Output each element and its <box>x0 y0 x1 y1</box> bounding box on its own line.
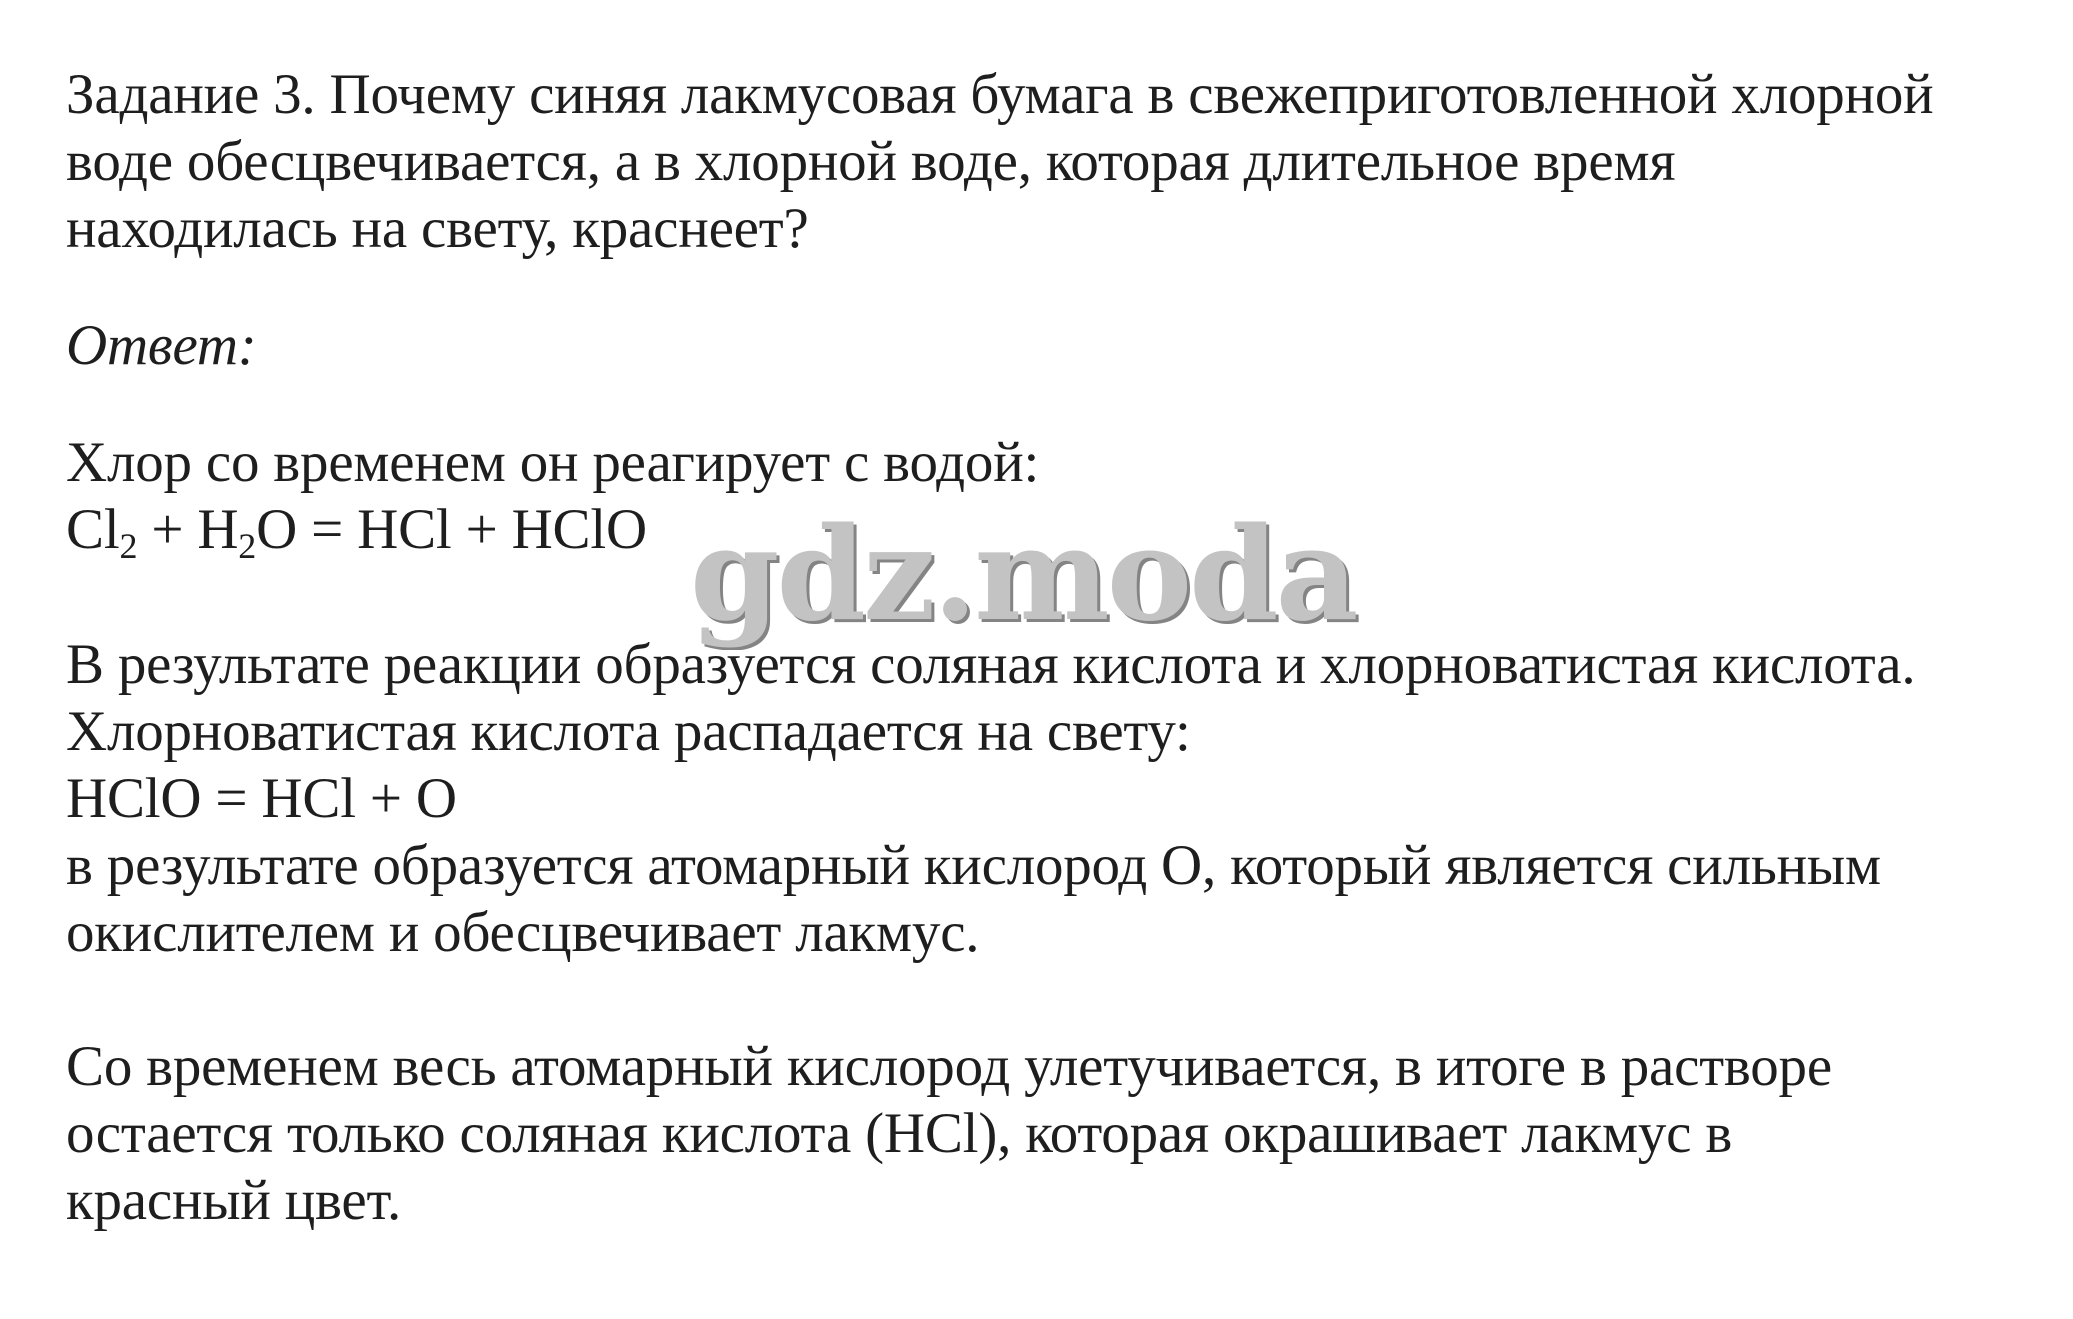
watermark-logo: gdz.moda <box>690 500 1356 650</box>
paragraph-2-line-3: красный цвет. <box>66 1169 402 1232</box>
eq1-plus-h: + H <box>137 498 239 561</box>
equation-1 <box>66 497 647 566</box>
eq1-cl-subscript: 2 <box>119 526 138 566</box>
answer-intro: Хлор со временем он реагирует с водой: <box>66 431 1040 494</box>
eq1-cl: Cl <box>66 498 120 561</box>
task-line-1: Задание 3. Почему синяя лакмусовая бумага в свежеприготовленной хлорной <box>66 63 1934 126</box>
eq1-h-subscript: 2 <box>238 526 257 566</box>
paragraph-1-line-4: окислителем и обесцвечивает лакмус. <box>66 901 980 964</box>
task-line-3: находилась на свету, краснеет? <box>66 197 809 260</box>
eq1-rest: O = HCl + HClO <box>256 498 647 561</box>
paragraph-1-line-2: Хлорноватистая кислота распадается на свету: <box>66 700 1191 763</box>
paragraph-1-line-1: В результате реакции образуется соляная кислота и хлорноватистая кислота. <box>66 633 1916 696</box>
paragraph-2-line-1: Со временем весь атомарный кислород улетучивается, в итоге в растворе <box>66 1035 1832 1098</box>
answer-label: Ответ: <box>66 314 257 377</box>
task-line-2: воде обесцвечивается, а в хлорной воде, которая длительное время <box>66 130 1676 193</box>
paragraph-1-line-3: в результате образуется атомарный кислород O, который является сильным <box>66 834 1881 897</box>
equation-2: HClO = HCl + O <box>66 767 457 830</box>
paragraph-2-line-2: остается только соляная кислота (HCl), которая окрашивает лакмус в <box>66 1102 1733 1165</box>
